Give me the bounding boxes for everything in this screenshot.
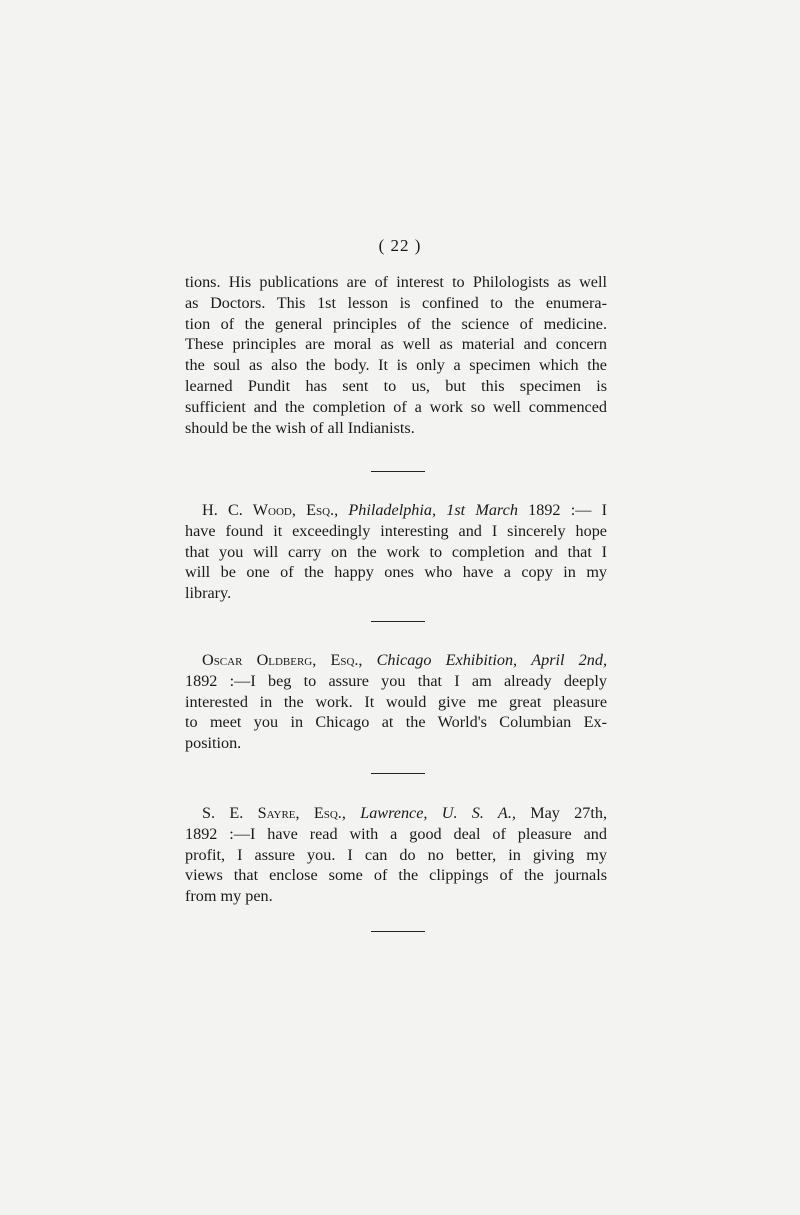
letter-place: Philadelphia, [348,501,437,519]
text-line: 1892 :—I beg to assure you that I am already deeply [185,671,607,690]
letter-author: Oscar Oldberg, Esq., [202,651,363,669]
letter-date: May 27th, [530,804,608,822]
text-line: position. [185,734,242,753]
letter-place: Chicago Exhibition, [376,651,518,669]
paragraph-continued [185,272,607,438]
text-line: as Doctors. This 1st lesson is confined to the enumera- [185,293,607,312]
text-line: library. [185,584,232,603]
text-line: sufficient and the completion of a work so well commenced [185,397,607,416]
text-line: have found it exceedingly interesting and I sincerely hope [185,521,607,540]
text-line: that you will carry on the work to completion and that I [185,542,607,561]
section-divider [371,621,425,622]
text-line: tions. His publications are of interest to Philologists as well [185,273,607,291]
letter-year: 1892 :— I [528,501,608,519]
section-divider [371,773,425,774]
text-line: from my pen. [185,887,273,906]
letter-author: S. E. Sayre, Esq., [202,804,346,822]
text-line: views that enclose some of the clippings of the journals [185,866,607,885]
letter-heading [185,500,607,521]
section-divider [371,471,425,472]
letter-author: H. C. Wood, Esq., [202,501,339,519]
letter-wood [185,500,607,604]
text-line: should be the wish of all Indianists. [185,418,415,437]
letter-date: April 2nd, [531,651,607,669]
text-line: interested in the work. It would give me great pleasure [185,692,607,711]
page-number: ( 22 ) [378,236,422,255]
letter-place: Lawrence, U. S. A., [360,804,516,822]
text-line: learned Pundit has sent to us, but this specimen is [185,376,607,395]
letter-heading [185,650,607,671]
text-line: the soul as also the body. It is only a specimen which the [185,356,607,375]
text-line: profit, I assure you. I can do no better, in giving my [185,845,607,864]
text-line: These principles are moral as well as material and concern [185,335,607,354]
section-divider [371,931,425,932]
text-line: to meet you in Chicago at the World's Columbian Ex- [185,713,607,732]
letter-heading [185,803,607,824]
letter-date: 1st March [446,501,518,519]
text-line: 1892 :—I have read with a good deal of pleasure and [185,824,607,843]
letter-oldberg [185,650,607,754]
text-line: tion of the general principles of the science of medicine. [185,314,607,333]
text-line: will be one of the happy ones who have a copy in my [185,563,607,582]
letter-sayre [185,803,607,907]
